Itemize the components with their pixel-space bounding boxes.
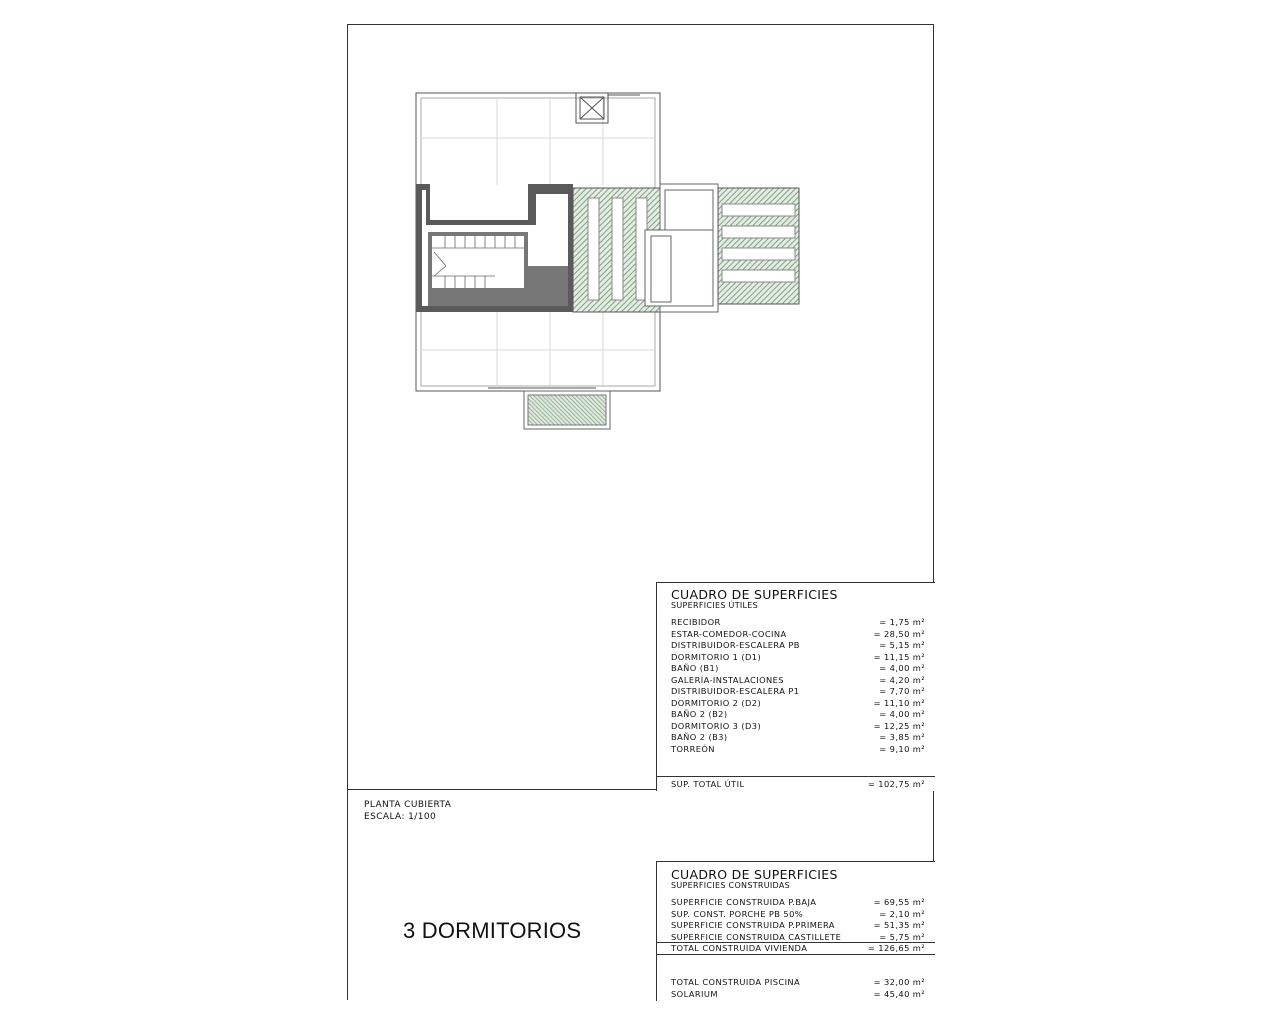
table-row: ESTAR-COMEDOR-COCINA = 28,50 m² (671, 628, 925, 639)
roof-floor-plan (400, 80, 820, 440)
built-table-title: CUADRO DE SUPERFICIES (671, 867, 838, 882)
outdoor-pergola-slats (718, 188, 799, 304)
table-row: DISTRIBUIDOR-ESCALERA P1 = 7,70 m² (671, 686, 925, 696)
table-row: TOTAL CONSTRUIDA PISCINA = 32,00 m² (671, 977, 925, 987)
plan-label (364, 799, 451, 823)
built-total-separator-bottom (657, 954, 935, 955)
useful-total-separator (657, 776, 935, 777)
table-row: DORMITORIO 2 (D2) = 11,10 m² (671, 697, 925, 708)
table-row: DORMITORIO 1 (D1) = 11,15 m² (671, 651, 925, 662)
table-row: SOLARIUM = 45,40 m² (671, 989, 925, 999)
table-row: SUP. CONST. PORCHE PB 50% = 2,10 m² (671, 908, 925, 919)
useful-total-row: SUP. TOTAL ÚTIL = 102,75 m² (671, 779, 925, 789)
built-total-row: TOTAL CONSTRUIDA VIVIENDA = 126,65 m² (671, 943, 925, 953)
useful-table-subtitle: SUPERFICIES ÚTILES (671, 601, 759, 610)
bedrooms-heading: 3 DORMITORIOS (403, 918, 582, 943)
table-row: TORREÓN = 9,10 m² (671, 743, 925, 754)
useful-table-title: CUADRO DE SUPERFICIES (671, 587, 838, 602)
table-row: GALERÍA-INSTALACIONES = 4,20 m² (671, 674, 925, 685)
porch-hatched (488, 388, 610, 429)
table-row: SUPERFICIE CONSTRUIDA CASTILLETE = 5,75 m² (671, 931, 925, 942)
built-surfaces-table (656, 861, 935, 1001)
table-row: RECIBIDOR = 1,75 m² (671, 617, 925, 627)
table-row: DORMITORIO 3 (D3) = 12,25 m² (671, 720, 925, 731)
useful-surfaces-table (656, 582, 935, 791)
plan-name: PLANTA CUBIERTA (364, 800, 452, 810)
table-row: SUPERFICIE CONSTRUIDA P.BAJA = 69,55 m² (671, 897, 925, 907)
table-row: BAÑO 2 (B3) = 3,85 m² (671, 732, 925, 742)
table-row: BAÑO 2 (B2) = 4,00 m² (671, 709, 925, 719)
table-row: SUPERFICIE CONSTRUIDA P.PRIMERA = 51,35 m² (671, 920, 925, 930)
table-row: BAÑO (B1) = 4,00 m² (671, 663, 925, 673)
table-row: DISTRIBUIDOR-ESCALERA PB = 5,15 m² (671, 640, 925, 650)
built-table-subtitle: SUPERFICIES CONSTRUIDAS (671, 881, 791, 890)
plan-scale: ESCALA: 1/100 (364, 812, 437, 822)
